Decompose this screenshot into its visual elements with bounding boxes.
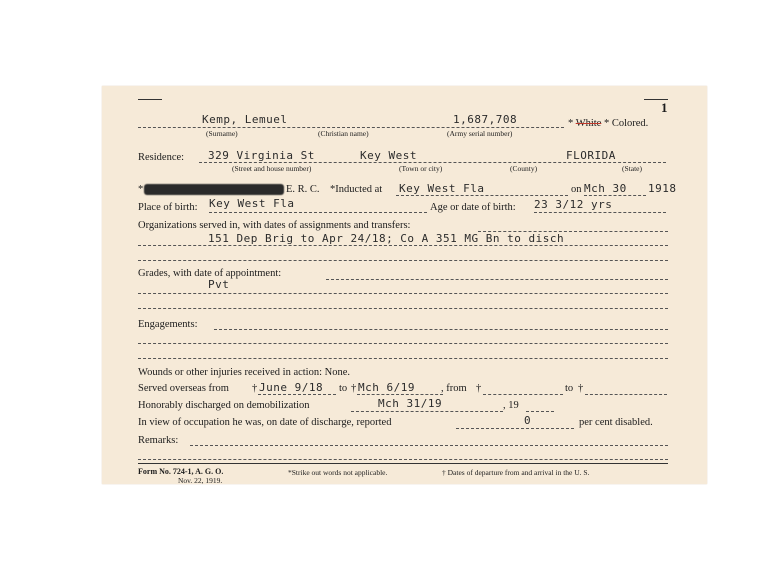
card-number-rule [644, 99, 668, 100]
overseas-to-date: Mch 6/19 [358, 381, 415, 394]
discharge-date: Mch 31/19 [378, 397, 443, 410]
age-line [534, 212, 666, 213]
surname-caption: (Surname) [206, 129, 238, 138]
discharge-suffix: , 19 [503, 400, 519, 411]
overseas-from-date: June 9/18 [259, 381, 324, 394]
service-record-card [102, 86, 707, 484]
inducted-label: *Inducted at [330, 184, 383, 195]
place-of-birth-line [209, 212, 427, 213]
disability-value: 0 [524, 414, 532, 427]
discharge-year-line [526, 411, 554, 412]
inducted-line [396, 195, 568, 196]
discharge-label: Honorably discharged on demobilization [138, 400, 310, 411]
residence-street: 329 Virginia St [208, 149, 315, 162]
grades-line-3 [138, 308, 668, 309]
grades-value: Pvt [208, 278, 230, 291]
race-prefix: * [568, 118, 576, 129]
place-of-birth-label: Place of birth: [138, 202, 198, 213]
residence-line [199, 162, 666, 163]
county-caption: (County) [510, 164, 538, 173]
overseas-to-label: to [339, 383, 348, 394]
engagements-line-2 [138, 343, 668, 344]
induction-on-label: on [571, 184, 582, 195]
overseas-to-line [357, 394, 443, 395]
engagements-line-1 [214, 329, 668, 330]
disability-line [456, 428, 574, 429]
soldier-name: Kemp, Lemuel [202, 113, 288, 126]
erc-label: E. R. C. [286, 184, 320, 195]
residence-state: FLORIDA [566, 149, 616, 162]
card-number: 1 [661, 100, 668, 115]
discharge-line [351, 411, 503, 412]
dates-note: † Dates of departure from and arrival in the U. S. [442, 468, 590, 477]
age-value: 23 3/12 yrs [534, 198, 613, 211]
form-number: Form No. 724-1, A. G. O. [138, 467, 224, 476]
overseas-to2-label: to [565, 383, 574, 394]
induction-date: Mch 30 [584, 182, 627, 195]
disability-suffix: per cent disabled. [579, 417, 653, 428]
overseas-dagger-1: † [252, 383, 258, 394]
race-suffix: * Colored. [601, 118, 649, 129]
grades-line-2 [138, 293, 668, 294]
state-caption: (State) [622, 164, 642, 173]
place-of-birth: Key West Fla [209, 197, 295, 210]
overseas-from-line [258, 394, 336, 395]
residence-label: Residence: [138, 152, 185, 163]
induction-date-line [584, 195, 646, 196]
induction-year: 1918 [648, 182, 677, 195]
engagements-label: Engagements: [138, 319, 198, 330]
army-serial-number: 1,687,708 [453, 113, 518, 126]
residence-town: Key West [360, 149, 417, 162]
race-struck: White [575, 118, 602, 129]
grades-line-1 [326, 279, 668, 280]
overseas-label: Served overseas from [138, 383, 229, 394]
redacted-enlistment-text [144, 184, 284, 195]
overseas-from2-line [483, 394, 563, 395]
organizations-line-2 [138, 245, 668, 246]
race-field [568, 118, 648, 129]
overseas-dagger-3: † [476, 383, 482, 394]
footer-rule [138, 463, 668, 464]
overseas-dagger-2: † [351, 383, 357, 394]
wounds-label: Wounds or other injuries received in action: None. [138, 367, 351, 378]
enlistment-prefix: * [138, 184, 144, 195]
grades-label: Grades, with date of appointment: [138, 268, 282, 279]
overseas-dagger-4: † [578, 383, 584, 394]
organizations-value: 151 Dep Brig to Apr 24/18; Co A 351 MG Bn to disch [208, 232, 565, 245]
top-left-rule [138, 99, 162, 100]
form-date: Nov. 22, 1919. [178, 476, 223, 485]
street-caption: (Street and house number) [232, 164, 312, 173]
town-caption: (Town or city) [399, 164, 443, 173]
age-label: Age or date of birth: [430, 202, 516, 213]
serial-caption: (Army serial number) [447, 129, 513, 138]
remarks-label: Remarks: [138, 435, 179, 446]
overseas-to2-line [585, 394, 667, 395]
remarks-line-2 [138, 459, 668, 460]
overseas-from2-label: , from [441, 383, 467, 394]
inducted-at: Key West Fla [399, 182, 485, 195]
organizations-label: Organizations served in, with dates of assignments and transfers: [138, 220, 411, 231]
strike-out-note: *Strike out words not applicable. [288, 468, 388, 477]
engagements-line-3 [138, 358, 668, 359]
disability-label: In view of occupation he was, on date of discharge, reported [138, 417, 392, 428]
organizations-line-3 [138, 260, 668, 261]
name-line [138, 127, 564, 128]
remarks-line-1 [190, 445, 668, 446]
christian-name-caption: (Christian name) [318, 129, 369, 138]
